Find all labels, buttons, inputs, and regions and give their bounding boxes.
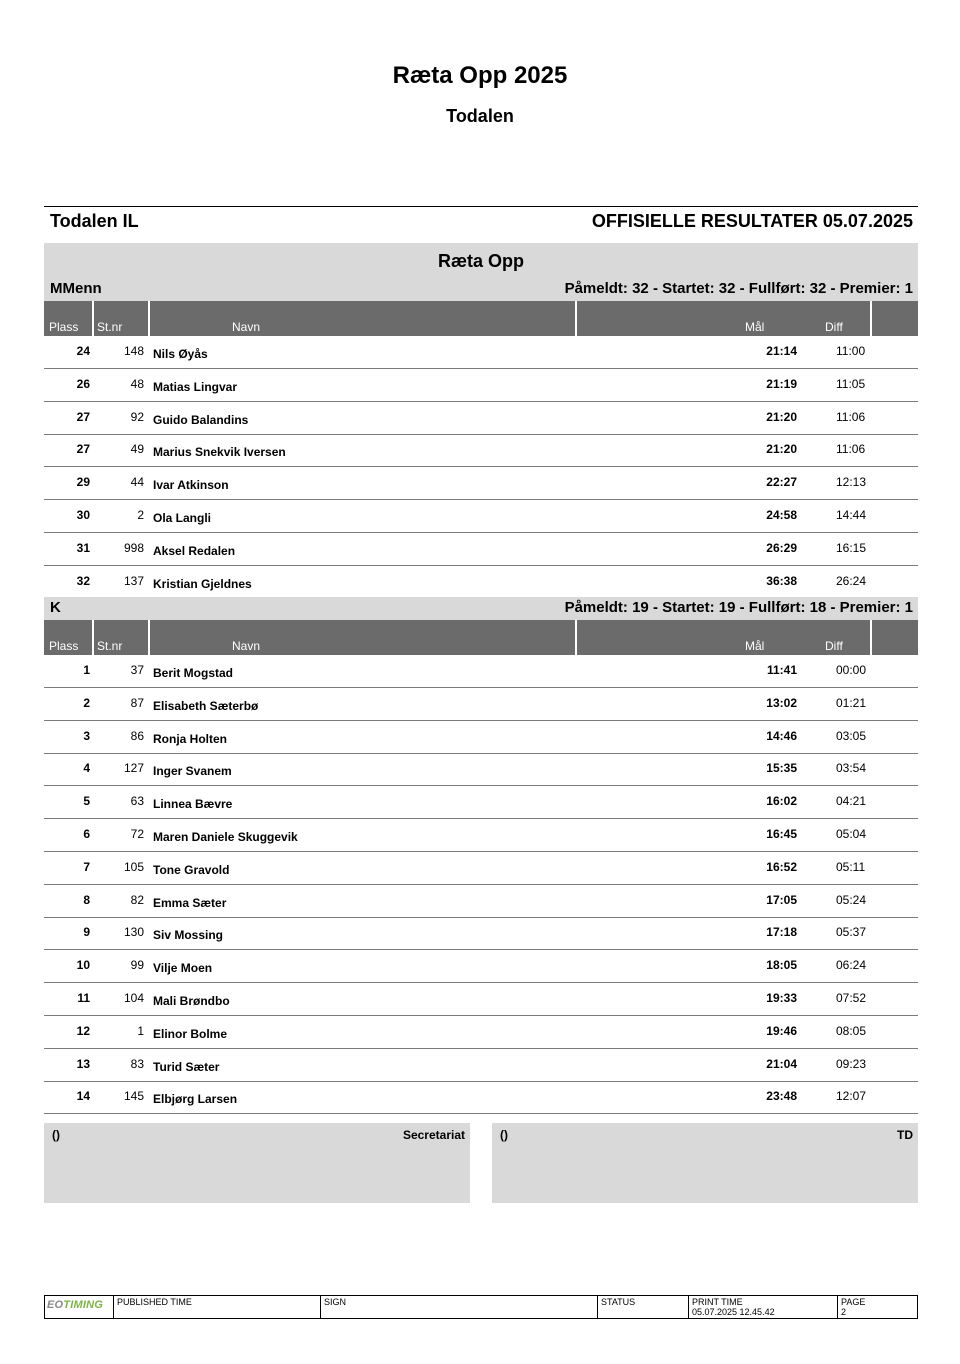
result-stnr: 130 [123, 925, 144, 940]
result-stnr: 104 [123, 991, 144, 1005]
result-mal: 21:20 [766, 409, 797, 424]
result-mal: 15:35 [766, 761, 797, 776]
class-header [44, 597, 918, 620]
result-diff: 14:44 [836, 508, 867, 522]
result-plass: 30 [76, 508, 90, 522]
class-name: MMenn [50, 280, 102, 297]
result-mal: 18:05 [766, 958, 797, 973]
result-stnr: 72 [130, 827, 144, 841]
result-plass: 4 [83, 761, 90, 776]
footer-status [597, 1296, 688, 1318]
result-row [44, 467, 918, 500]
result-diff: 05:24 [836, 892, 867, 907]
result-row [44, 1016, 918, 1049]
result-navn: Turid Sæter [153, 1059, 220, 1074]
result-plass: 1 [83, 663, 90, 677]
result-mal: 26:29 [766, 540, 797, 555]
class-stats: Påmeldt: 32 - Startet: 32 - Fullført: 32 - Premier: 1 [564, 280, 913, 297]
result-mal: 14:46 [766, 728, 797, 743]
result-mal: 19:33 [766, 991, 797, 1005]
result-stnr: 83 [130, 1056, 144, 1071]
result-row [44, 983, 918, 1016]
footer-sign [320, 1296, 597, 1318]
result-diff: 05:04 [836, 827, 867, 841]
print-time-value: 05.07.2025 12.45.42 [692, 1307, 775, 1317]
result-stnr: 148 [123, 344, 144, 358]
result-mal: 21:19 [766, 376, 797, 391]
result-diff: 00:00 [836, 663, 867, 677]
result-diff: 03:05 [836, 728, 867, 743]
result-plass: 10 [76, 958, 90, 973]
result-navn: Matias Lingvar [153, 379, 238, 394]
col-separator [870, 620, 872, 655]
result-mal: 36:38 [766, 573, 797, 588]
result-row [44, 688, 918, 721]
status-label: STATUS [601, 1297, 636, 1307]
signature-name: () [500, 1128, 508, 1142]
result-diff: 11:06 [836, 442, 866, 457]
result-plass: 5 [83, 794, 90, 809]
result-row [44, 852, 918, 885]
result-navn: Linnea Bævre [153, 797, 233, 812]
result-row [44, 402, 918, 435]
footer-page [837, 1296, 918, 1318]
result-mal: 11:41 [766, 663, 797, 677]
col-separator [92, 620, 94, 655]
result-diff: 01:21 [836, 695, 867, 710]
result-stnr: 37 [130, 663, 144, 677]
result-stnr: 48 [130, 376, 144, 391]
result-navn: Marius Snekvik Iversen [153, 445, 286, 460]
col-stnr: St.nr [97, 639, 123, 653]
result-row [44, 533, 918, 566]
eotiming-logo: EOTIMING [47, 1299, 103, 1311]
result-navn: Ola Langli [153, 511, 212, 525]
result-stnr: 49 [130, 442, 144, 457]
result-row [44, 336, 918, 369]
result-mal: 21:14 [766, 344, 797, 358]
page-label: PAGE [841, 1297, 866, 1307]
print-time-label: PRINT TIME [692, 1297, 743, 1307]
result-row [44, 655, 918, 688]
result-mal: 22:27 [766, 475, 797, 490]
signature-box-td [492, 1123, 918, 1203]
results-table-header [44, 301, 918, 336]
organizer-name: Todalen IL [50, 211, 139, 231]
result-mal: 23:48 [766, 1089, 797, 1104]
result-plass: 11 [77, 991, 90, 1005]
col-mal: Mål [745, 639, 765, 653]
result-plass: 27 [76, 409, 90, 424]
result-mal: 16:02 [766, 794, 797, 809]
result-diff: 26:24 [836, 573, 867, 588]
col-navn: Navn [232, 320, 261, 334]
col-plass: Plass [49, 639, 79, 653]
result-stnr: 137 [123, 573, 144, 588]
col-separator [148, 301, 150, 336]
col-mal: Mål [745, 320, 765, 334]
result-mal: 24:58 [766, 508, 797, 522]
result-stnr: 86 [130, 728, 144, 743]
result-diff: 12:07 [836, 1089, 867, 1104]
result-row [44, 917, 918, 950]
result-plass: 32 [76, 573, 90, 588]
result-row [44, 885, 918, 918]
result-plass: 24 [76, 344, 90, 358]
result-navn: Inger Svanem [153, 764, 232, 779]
class-name: K [50, 599, 61, 616]
result-stnr: 998 [123, 540, 144, 555]
col-stnr: St.nr [97, 320, 123, 334]
published-time-label: PUBLISHED TIME [117, 1297, 192, 1307]
result-navn: Nils Øyås [153, 347, 208, 361]
result-diff: 07:52 [836, 991, 867, 1005]
result-navn: Elbjørg Larsen [153, 1092, 238, 1107]
result-mal: 16:52 [766, 859, 797, 874]
race-name: Ræta Opp [437, 251, 524, 271]
result-mal: 13:02 [766, 695, 797, 710]
result-plass: 29 [76, 475, 90, 490]
result-stnr: 92 [130, 409, 144, 424]
result-diff: 11:06 [836, 409, 866, 424]
result-diff: 04:21 [836, 794, 867, 809]
signature-role: Secretariat [402, 1128, 465, 1142]
result-row [44, 500, 918, 533]
result-stnr: 2 [137, 508, 144, 522]
result-row [44, 819, 918, 852]
result-row [44, 369, 918, 402]
result-stnr: 145 [123, 1089, 144, 1104]
result-navn: Ronja Holten [153, 731, 227, 746]
result-plass: 3 [83, 728, 90, 743]
result-plass: 7 [83, 859, 90, 874]
footer-print-time [688, 1296, 837, 1318]
result-navn: Siv Mossing [153, 928, 224, 943]
result-diff: 05:11 [836, 859, 866, 874]
signature-role: TD [897, 1128, 913, 1142]
result-mal: 17:05 [766, 892, 797, 907]
footer-published [113, 1296, 320, 1318]
col-navn: Navn [232, 639, 261, 653]
result-navn: Emma Sæter [153, 895, 227, 910]
result-diff: 12:13 [836, 475, 867, 490]
result-diff: 05:37 [836, 925, 867, 940]
signature-name: () [52, 1128, 60, 1142]
result-row [44, 1081, 918, 1114]
result-diff: 08:05 [836, 1023, 867, 1038]
class-stats: Påmeldt: 19 - Startet: 19 - Fullført: 18 - Premier: 1 [564, 599, 913, 616]
result-diff: 09:23 [836, 1056, 867, 1071]
col-plass: Plass [49, 320, 79, 334]
sign-label: SIGN [324, 1297, 347, 1307]
result-row [44, 950, 918, 983]
result-stnr: 87 [130, 695, 144, 710]
col-diff: Diff [825, 320, 843, 334]
result-mal: 21:20 [766, 442, 797, 457]
result-navn: Ivar Atkinson [153, 478, 229, 493]
result-row [44, 1049, 918, 1082]
result-plass: 27 [76, 442, 90, 457]
result-plass: 13 [76, 1056, 90, 1071]
result-plass: 8 [83, 892, 90, 907]
result-diff: 03:54 [836, 761, 867, 776]
page-subtitle: Todalen [446, 106, 514, 126]
result-mal: 16:45 [766, 827, 797, 841]
result-stnr: 63 [130, 794, 144, 809]
result-navn: Berit Mogstad [153, 666, 234, 680]
result-stnr: 1 [137, 1023, 144, 1038]
result-mal: 17:18 [766, 925, 797, 940]
result-stnr: 44 [130, 475, 144, 490]
result-row [44, 434, 918, 467]
result-plass: 31 [76, 540, 90, 555]
col-separator [870, 301, 872, 336]
result-navn: Mali Brøndbo [153, 994, 230, 1008]
col-separator [575, 620, 577, 655]
results-table-header [44, 620, 918, 655]
col-separator [148, 620, 150, 655]
col-separator [575, 301, 577, 336]
result-plass: 6 [83, 827, 90, 841]
result-navn: Kristian Gjeldnes [153, 576, 252, 591]
header-divider [44, 206, 918, 207]
result-mal: 19:46 [766, 1023, 797, 1038]
result-row [44, 753, 918, 786]
result-row [44, 566, 918, 599]
result-plass: 26 [76, 376, 90, 391]
signature-box-secretariat [44, 1123, 470, 1203]
result-navn: Maren Daniele Skuggevik [153, 830, 298, 844]
result-navn: Aksel Redalen [153, 543, 236, 558]
result-stnr: 82 [130, 892, 144, 907]
page-title: Ræta Opp 2025 [392, 62, 568, 89]
result-navn: Tone Gravold [153, 862, 230, 877]
result-navn: Elisabeth Sæterbø [153, 698, 259, 713]
result-navn: Vilje Moen [153, 961, 213, 976]
result-row [44, 721, 918, 754]
result-navn: Guido Balandins [153, 412, 249, 427]
result-plass: 2 [83, 695, 90, 710]
page-number: 2 [841, 1307, 847, 1317]
result-stnr: 127 [123, 761, 144, 776]
result-diff: 11:05 [836, 376, 866, 391]
page-footer [44, 1295, 918, 1319]
col-diff: Diff [825, 639, 843, 653]
class-header [44, 278, 918, 301]
result-diff: 11:00 [836, 344, 866, 358]
col-separator [92, 301, 94, 336]
official-results-label: OFFISIELLE RESULTATER 05.07.2025 [591, 211, 913, 231]
result-navn: Elinor Bolme [153, 1026, 228, 1041]
result-plass: 12 [76, 1023, 90, 1038]
result-diff: 06:24 [836, 958, 867, 973]
result-stnr: 99 [130, 958, 144, 973]
result-row [44, 786, 918, 819]
result-stnr: 105 [123, 859, 144, 874]
result-mal: 21:04 [766, 1056, 797, 1071]
result-plass: 14 [76, 1089, 90, 1104]
result-diff: 16:15 [836, 540, 867, 555]
result-plass: 9 [83, 925, 90, 940]
